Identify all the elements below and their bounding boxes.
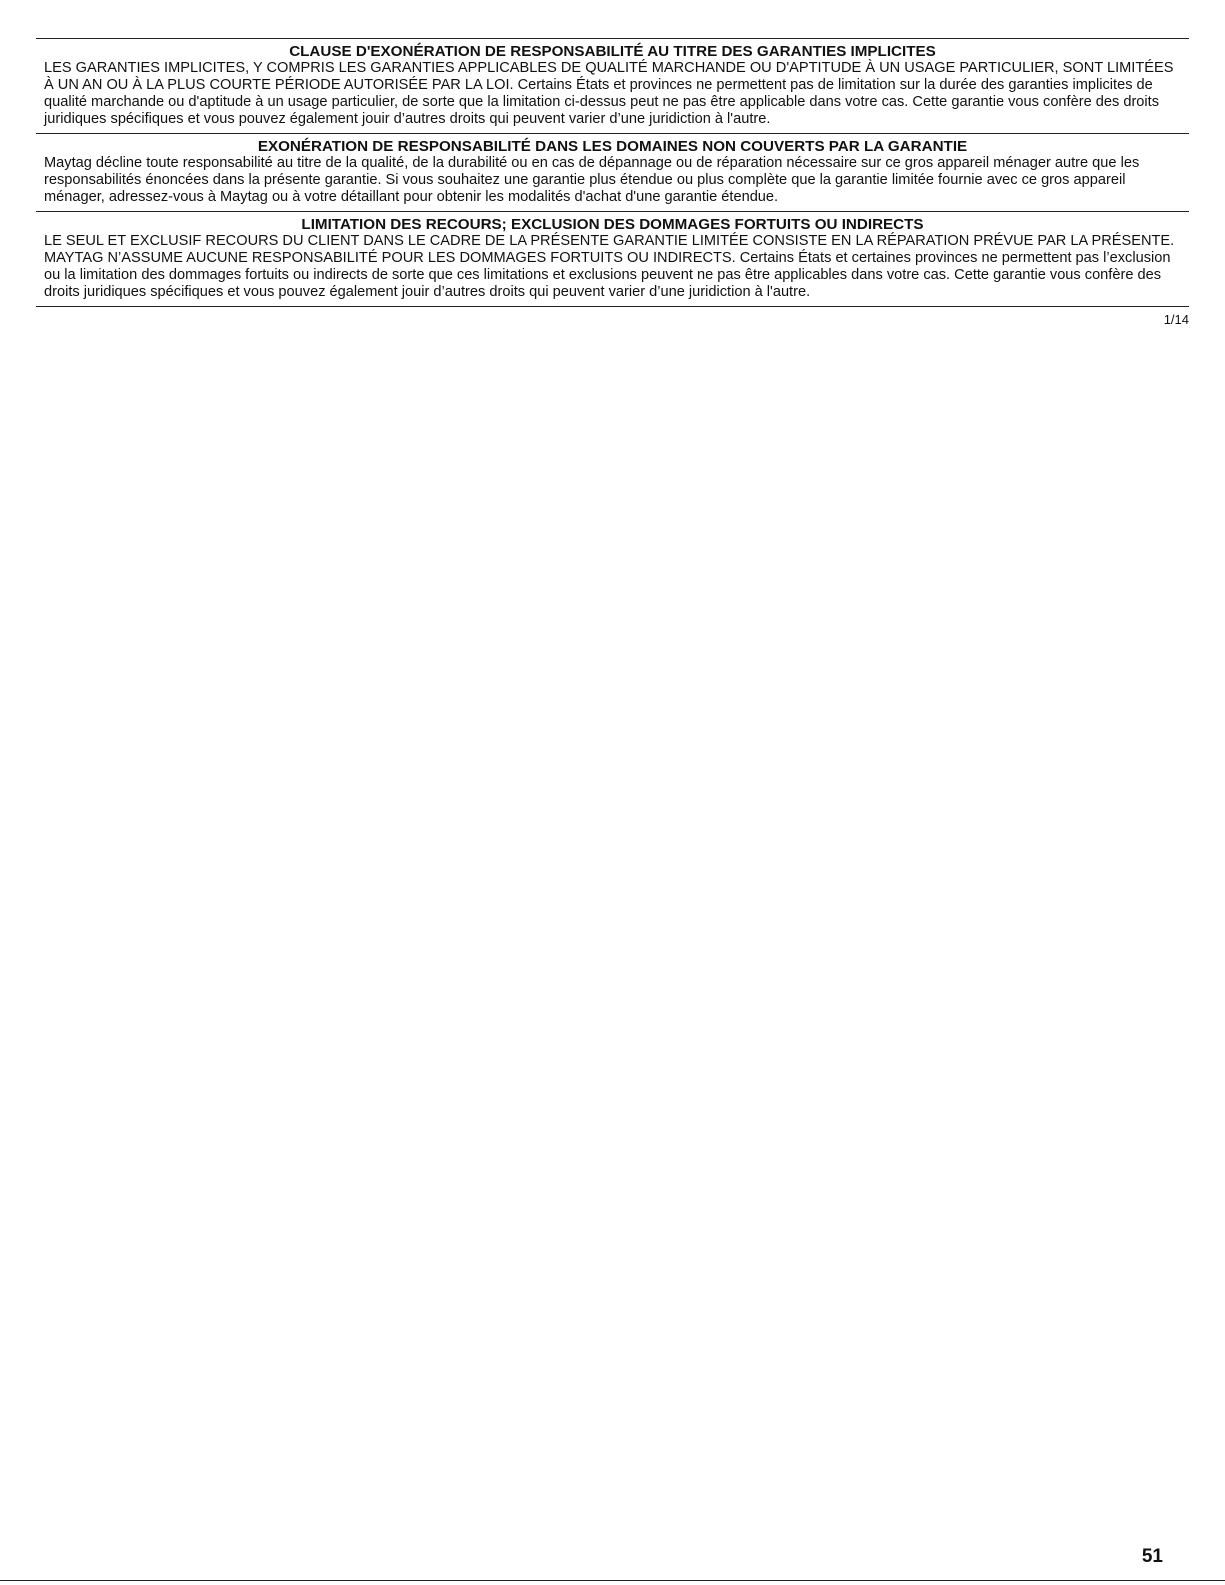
implied-warranties-section — [36, 38, 1189, 133]
page-bottom-rule — [0, 1580, 1225, 1581]
limitation-of-remedies-section — [36, 211, 1189, 306]
section-title: EXONÉRATION DE RESPONSABILITÉ DANS LES DOMAINES NON COUVERTS PAR LA GARANTIE — [257, 138, 968, 155]
section-body: LES GARANTIES IMPLICITES, Y COMPRIS LES GARANTIES APPLICABLES DE QUALITÉ MARCHANDE OU D'APTITUDE À UN USAGE PARTICULIER, SONT LIMITÉES À UN AN OU À LA PLUS COURTE PÉRIODE AUTORISÉE PAR LA LOI. Certains États et provinces ne permettent pas de limitation sur la durée des garanties implicites de qualité marchande ou d'aptitude à un usage particulier, de sorte que la limitation ci-dessus peut ne pas être applicable dans votre cas. Cette garantie vous confère des droits juridiques spécifiques et vous pouvez également jouir d’autres droits qui peuvent varier d’une juridiction à l'autre. — [44, 60, 1174, 127]
section-title: CLAUSE D'EXONÉRATION DE RESPONSABILITÉ AU TITRE DES GARANTIES IMPLICITES — [289, 43, 936, 60]
section-title: LIMITATION DES RECOURS; EXCLUSION DES DOMMAGES FORTUITS OU INDIRECTS — [301, 216, 924, 233]
page-number: 51 — [1141, 1546, 1163, 1567]
section-divider — [36, 306, 1189, 307]
section-body: LE SEUL ET EXCLUSIF RECOURS DU CLIENT DANS LE CADRE DE LA PRÉSENTE GARANTIE LIMITÉE CONSISTE EN LA RÉPARATION PRÉVUE PAR LA PRÉSENTE. MAYTAG N’ASSUME AUCUNE RESPONSABILITÉ POUR LES DOMMAGES FORTUITS OU INDIRECTS. Certains États et certaines provinces ne permettent pas l’exclusion ou la limitation des dommages fortuits ou indirects de sorte que ces limitations et exclusions peuvent ne pas être applicables dans votre cas. Cette garantie vous confère des droits juridiques spécifiques et vous pouvez également jouir d’autres droits qui peuvent varier d’une juridiction à l'autre. — [44, 233, 1175, 300]
section-body: Maytag décline toute responsabilité au titre de la qualité, de la durabilité ou en cas de dépannage ou de réparation nécessaire sur ce gros appareil ménager autre que les responsabilités énoncées dans la présente garantie. Si vous souhaitez une garantie plus étendue ou plus complète que la garantie limitée fournie avec ce gros appareil ménager, adressez-vous à Maytag ou à votre détaillant pour obtenir les modalités d'achat d'une garantie étendue. — [44, 155, 1140, 205]
uncovered-domains-section — [36, 133, 1189, 211]
warranty-text-block — [36, 38, 1189, 328]
revision-date: 1/14 — [1163, 312, 1189, 327]
